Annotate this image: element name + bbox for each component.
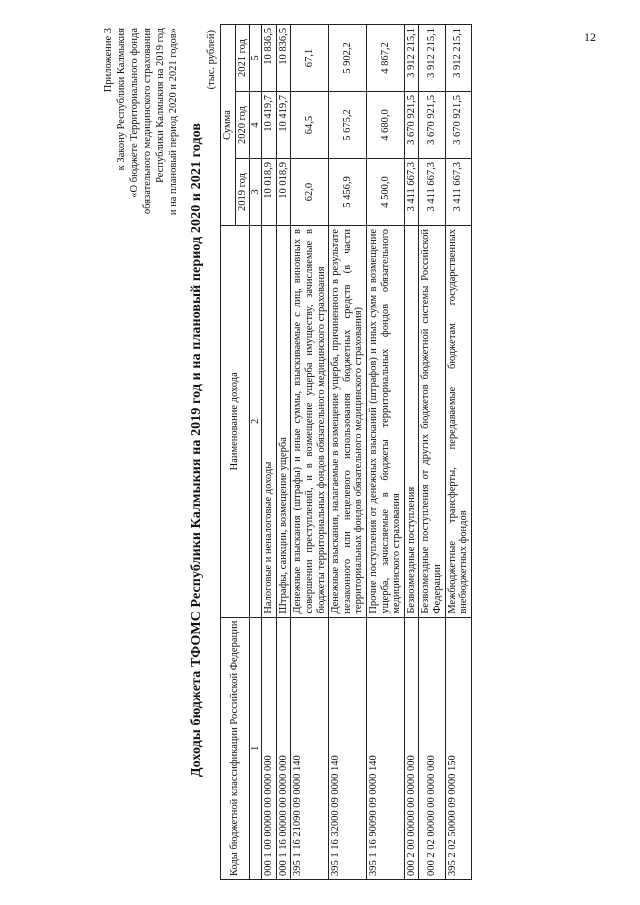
row-value-2021: 67,1 xyxy=(291,25,329,92)
appendix-line: и на плановый период 2020 и 2021 годов» xyxy=(168,28,179,216)
units-label: (тыс. рублей) xyxy=(206,30,217,90)
column-index-row xyxy=(250,25,262,880)
row-code: 395 2 02 50000 09 0000 150 xyxy=(445,617,471,879)
appendix-header xyxy=(102,28,180,448)
appendix-line: Приложение 3 xyxy=(103,28,114,93)
income-table xyxy=(220,24,472,880)
row-value-2020: 10 419,7 xyxy=(262,92,277,159)
row-value-2019: 62,0 xyxy=(291,159,329,226)
row-value-2021: 10 836,5 xyxy=(276,25,291,92)
header-year-2021: 2021 год xyxy=(235,25,250,92)
row-name: Денежные взыскания (штрафы) и иные суммы, взыскиваемые с лиц, виновных в совершении преступлений, и в возмещение ущерба имуществу, зачисляемые в бюджеты территориальных фондов обязательного медицинского страхования xyxy=(291,226,329,618)
row-value-2019: 10 018,9 xyxy=(276,159,291,226)
appendix-line: «О бюджете Территориального фонда xyxy=(129,28,140,198)
header-name: Наименование дохода xyxy=(221,226,250,618)
row-value-2020: 10 419,7 xyxy=(276,92,291,159)
row-code: 395 1 16 90090 09 0000 140 xyxy=(366,617,404,879)
row-value-2020: 64,5 xyxy=(291,92,329,159)
row-value-2020: 3 670 921,5 xyxy=(419,92,445,159)
row-name: Прочие поступления от денежных взысканий (штрафов) и иных сумм в возмещение ущерба, зачисляемые в бюджеты территориальных фондов обязательного медицинского страхования xyxy=(366,226,404,618)
row-value-2020: 4 680,0 xyxy=(366,92,404,159)
row-value-2021: 3 912 215,1 xyxy=(445,25,471,92)
col-index: 3 xyxy=(250,159,262,226)
row-name: Безвозмездные поступления xyxy=(404,226,419,618)
col-index: 1 xyxy=(250,617,262,879)
row-value-2019: 4 500,0 xyxy=(366,159,404,226)
row-name: Межбюджетные трансферты, передаваемые бюджетам государственных внебюджетных фондов xyxy=(445,226,471,618)
row-value-2021: 4 867,2 xyxy=(366,25,404,92)
table-row xyxy=(366,25,404,880)
row-value-2019: 3 411 667,3 xyxy=(419,159,445,226)
table-row xyxy=(276,25,291,880)
row-name: Денежные взыскания, налагаемые в возмещение ущерба, причиненного в результате незаконного или нецелевого использования бюджетных средств (в части территориальных фондов обязательного медицинского страхования) xyxy=(329,226,367,618)
table-row xyxy=(291,25,329,880)
header-code: Коды бюджетной классификации Российской Федерации xyxy=(221,617,250,879)
row-value-2021: 10 836,5 xyxy=(262,25,277,92)
row-value-2021: 5 902,2 xyxy=(329,25,367,92)
col-index: 2 xyxy=(250,226,262,618)
row-name: Штрафы, санкции, возмещение ущерба xyxy=(276,226,291,618)
document-title: Доходы бюджета ТФОМС Республики Калмыкия на 2019 год и на плановый период 2020 и 2021 годов xyxy=(189,122,204,778)
row-code: 395 1 16 32000 09 0000 140 xyxy=(329,617,367,879)
row-value-2019: 5 456,9 xyxy=(329,159,367,226)
row-value-2019: 3 411 667,3 xyxy=(445,159,471,226)
row-value-2019: 10 018,9 xyxy=(262,159,277,226)
col-index: 5 xyxy=(250,25,262,92)
appendix-line: обязательного медицинского страхования xyxy=(142,28,153,215)
table-header-row xyxy=(221,25,236,880)
row-value-2020: 3 670 921,5 xyxy=(445,92,471,159)
row-value-2020: 3 670 921,5 xyxy=(404,92,419,159)
header-sum: Сумма xyxy=(221,25,236,226)
row-name: Налоговые и неналоговые доходы xyxy=(262,226,277,618)
header-year-2019: 2019 год xyxy=(235,159,250,226)
rotated-page-content xyxy=(100,20,570,880)
page-number: 12 xyxy=(584,30,596,44)
table-row xyxy=(329,25,367,880)
row-code: 000 2 02 00000 00 0000 000 xyxy=(419,617,445,879)
row-code: 000 1 00 00000 00 0000 000 xyxy=(262,617,277,879)
appendix-line: к Закону Республики Калмыкия xyxy=(116,28,127,171)
row-code: 395 1 16 21090 09 0000 140 xyxy=(291,617,329,879)
row-code: 000 2 00 00000 00 0000 000 xyxy=(404,617,419,879)
row-value-2021: 3 912 215,1 xyxy=(404,25,419,92)
row-value-2019: 3 411 667,3 xyxy=(404,159,419,226)
row-value-2021: 3 912 215,1 xyxy=(419,25,445,92)
table-row xyxy=(262,25,277,880)
table-row xyxy=(404,25,419,880)
table-row xyxy=(445,25,471,880)
col-index: 4 xyxy=(250,92,262,159)
header-year-2020: 2020 год xyxy=(235,92,250,159)
table-row xyxy=(419,25,445,880)
row-value-2020: 5 675,2 xyxy=(329,92,367,159)
row-code: 000 1 16 00000 00 0000 000 xyxy=(276,617,291,879)
row-name: Безвозмездные поступления от других бюджетов бюджетной системы Российской Федерации xyxy=(419,226,445,618)
appendix-line: Республики Калмыкия на 2019 год xyxy=(155,28,166,183)
